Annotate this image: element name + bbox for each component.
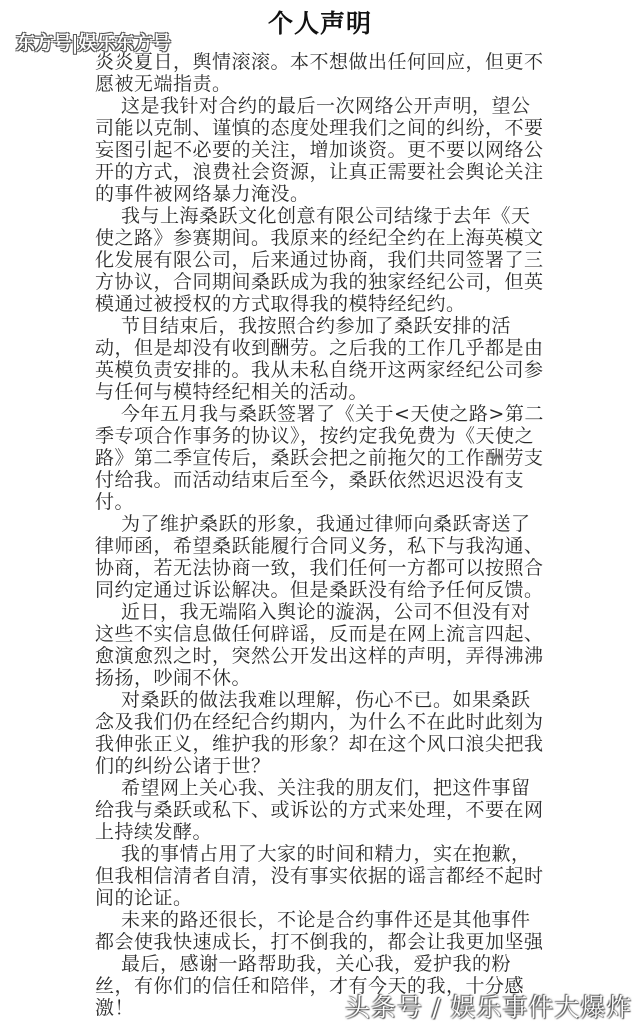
text-line: 近日，我无端陷入舆论的漩涡，公司不但没有对: [121, 601, 531, 623]
watermark-top-left: 东方号|娱乐东方号: [16, 32, 171, 54]
text-line: 同约定通过诉讼解决。但是桑跃没有给予任何反馈。: [95, 579, 544, 601]
text-line: 律师函，希望桑跃能履行合同义务，私下与我沟通、: [95, 535, 544, 557]
paragraph: [95, 689, 555, 777]
text-line: 与任何与模特经纪相关的活动。: [95, 381, 369, 403]
paragraph: [95, 909, 555, 953]
text-line: 扬扬，吵闹不休。: [95, 667, 252, 689]
document-title: 个人声明: [267, 9, 372, 38]
statement-body: [95, 51, 555, 1019]
text-line: 开的方式，浪费社会资源，让真正需要社会舆论关注: [95, 161, 544, 183]
text-line: 炎炎夏日，舆情滚滚。本不想做出任何回应，但更不: [95, 51, 544, 73]
text-line: 我的事情占用了大家的时间和精力，实在抱歉，: [121, 843, 531, 865]
text-line: 这些不实信息做任何辟谣，反而是在网上流言四起、: [95, 623, 544, 645]
text-line: 间的论证。: [95, 887, 193, 909]
text-line: 司能以克制、谨慎的态度处理我们之间的纠纷，不要: [95, 117, 544, 139]
text-line: 最后，感谢一路帮助我，关心我，爱护我的粉: [121, 953, 512, 975]
text-line: 方协议，合同期间桑跃成为我的独家经纪公司，但英: [95, 271, 544, 293]
text-line: 付给我。而活动结束后至今，桑跃依然迟迟没有支: [95, 469, 525, 491]
text-line: 使之路》参赛期间。我原来的经纪全约在上海英模文: [95, 227, 544, 249]
paragraph: [95, 513, 555, 601]
paragraph: [95, 403, 555, 513]
text-line: 动，但是却没有收到酬劳。之后我的工作几乎都是由: [95, 337, 544, 359]
text-line: 付。: [95, 491, 135, 513]
text-line: 妄图引起不必要的关注，增加谈资。更不要以网络公: [95, 139, 544, 161]
text-line: 我与上海桑跃文化创意有限公司结缘于去年《天: [121, 205, 531, 227]
watermark-bottom-right: 头条号 / 娱乐事件大爆炸: [345, 993, 633, 1022]
paragraph: [95, 205, 555, 315]
text-line: 给我与桑跃或私下、或诉讼的方式来处理，不要在网: [95, 799, 544, 821]
text-line: 未来的路还很长，不论是合约事件还是其他事件: [121, 909, 531, 931]
text-line: 希望网上关心我、关注我的朋友们，把这件事留: [121, 777, 531, 799]
text-line: 上持续发酵。: [95, 821, 213, 843]
text-line: 但我相信清者自清，没有事实依据的谣言都经不起时: [95, 865, 544, 887]
paragraph: [95, 51, 555, 95]
text-line: 协商，若无法协商一致，我们任何一方都可以按照合: [95, 557, 544, 579]
paragraph: [95, 315, 555, 403]
text-line: 今年五月我与桑跃签署了《关于<天使之路>第二: [121, 403, 544, 425]
text-line: 化发展有限公司，后来通过协商，我们共同签署了三: [95, 249, 544, 271]
text-line: 我伸张正义，维护我的形象？却在这个风口浪尖把我: [95, 733, 544, 755]
text-line: 愿被无端指责。: [95, 73, 232, 95]
text-line: 模通过被授权的方式取得我的模特经纪约。: [95, 293, 466, 315]
paragraph: [95, 843, 555, 909]
paragraph: [95, 601, 555, 689]
text-line: 的事件被网络暴力淹没。: [95, 183, 310, 205]
text-line: 对桑跃的做法我难以理解，伤心不已。如果桑跃: [121, 689, 531, 711]
text-line: 念及我们仍在经纪合约期内，为什么不在此时此刻为: [95, 711, 544, 733]
paragraph: [95, 777, 555, 843]
text-line: 这是我针对合约的最后一次网络公开声明，望公: [121, 95, 531, 117]
text-line: 英模负责安排的。我从未私自绕开这两家经纪公司参: [95, 359, 544, 381]
text-line: 们的纠纷公诸于世？: [95, 755, 271, 777]
text-line: 节目结束后，我按照合约参加了桑跃安排的活: [121, 315, 512, 337]
text-line: 丝，有你们的信任和陪伴，才有今天的我，十分感: [95, 975, 525, 997]
paragraph: [95, 95, 555, 205]
text-line: 愈演愈烈之时，突然公开发出这样的声明，弄得沸沸: [95, 645, 544, 667]
text-line: 路》第二季宣传后，桑跃会把之前拖欠的工作酬劳支: [95, 447, 544, 469]
text-line: 季专项合作事务的协议》，按约定我免费为《天使之: [95, 425, 535, 447]
text-line: 都会使我快速成长，打不倒我的，都会让我更加坚强: [95, 931, 544, 953]
text-line: 为了维护桑跃的形象，我通过律师向桑跃寄送了: [121, 513, 531, 535]
text-line: 激！: [95, 997, 135, 1019]
